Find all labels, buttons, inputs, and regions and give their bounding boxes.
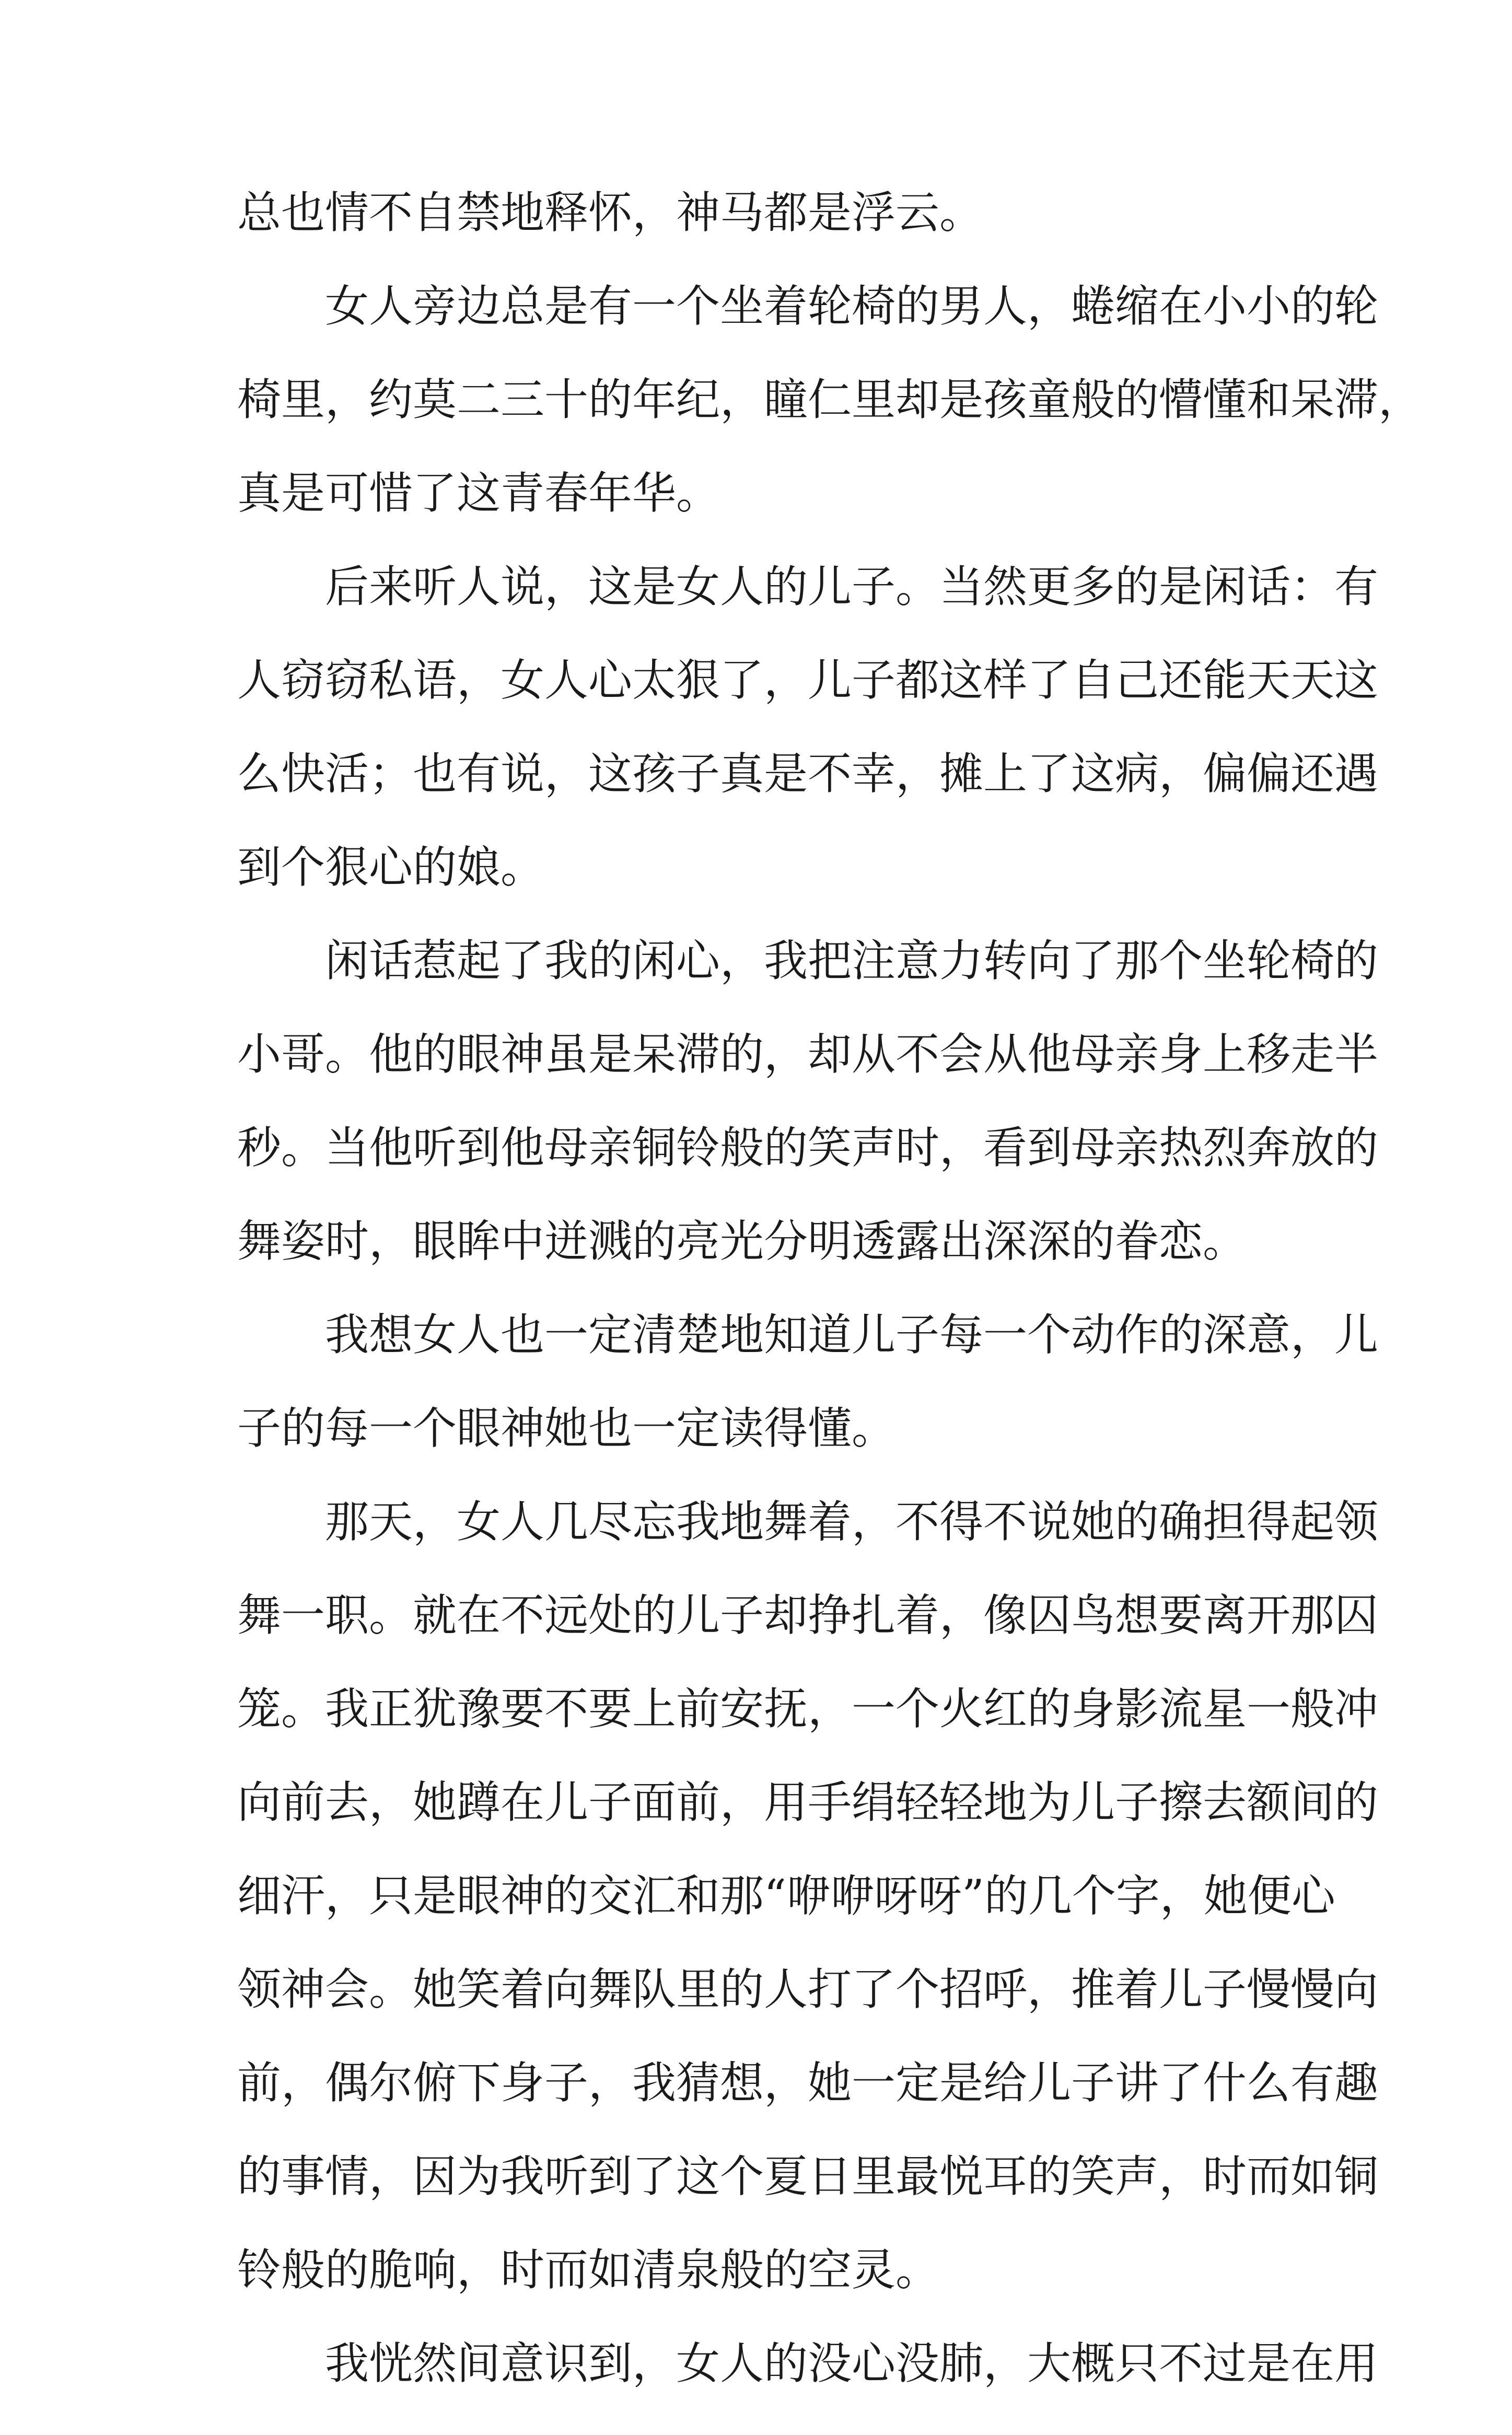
paragraph-first-line: 后来听人说，这是女人的儿子。当然更多的是闲话：有 [325,561,1379,612]
body-text [237,187,1423,2435]
text-line: 小哥。他的眼神虽是呆滞的，却从不会从他母亲身上移走半 [237,1029,1379,1080]
paragraph-first-line: 我想女人也一定清楚地知道儿子每一个动作的深意，儿 [325,1309,1379,1360]
text-line: 秒。当他听到他母亲铜铃般的笑声时，看到母亲热烈奔放的 [237,1122,1379,1173]
text-line: 真是可惜了这青春年华。 [237,468,720,519]
text-line: 笼。我正犹豫要不要上前安抚，一个火红的身影流星一般冲 [237,1683,1379,1734]
text-line: 细汗，只是眼神的交汇和那“咿咿呀呀”的几个字，她便心 [237,1870,1335,1921]
text-line: 到个狠心的娘。 [237,842,545,893]
text-line: 椅里，约莫二三十的年纪，瞳仁里却是孩童般的懵懂和呆滞， [237,374,1423,425]
paragraph-first-line: 闲话惹起了我的闲心，我把注意力转向了那个坐轮椅的 [325,935,1379,986]
paragraph-first-line: 我恍然间意识到，女人的没心没肺，大概只不过是在用 [325,2338,1379,2389]
text-line: 舞一职。就在不远处的儿子却挣扎着，像囚鸟想要离开那囚 [237,1590,1379,1641]
text-line: 子的每一个眼神她也一定读得懂。 [237,1403,896,1454]
text-line: 向前去，她蹲在儿子面前，用手绢轻轻地为儿子擦去额间的 [237,1777,1379,1828]
text-line: 前，偶尔俯下身子，我猜想，她一定是给儿子讲了什么有趣 [237,2057,1379,2108]
text-line: 的事情，因为我听到了这个夏日里最悦耳的笑声，时而如铜 [237,2151,1379,2202]
text-line: 总也情不自禁地释怀，神马都是浮云。 [237,187,984,238]
text-line: 人窃窃私语，女人心太狠了，儿子都这样了自己还能天天这 [237,655,1379,706]
text-line: 么快活；也有说，这孩子真是不幸，摊上了这病，偏偏还遇 [237,748,1379,799]
text-line: 舞姿时，眼眸中迸溅的亮光分明透露出深深的眷恋。 [237,1216,1247,1267]
text-line: 领神会。她笑着向舞队里的人打了个招呼，推着儿子慢慢向 [237,1964,1379,2015]
text-line: 铃般的脆响，时而如清泉般的空灵。 [237,2244,940,2296]
paragraph-first-line: 女人旁边总是有一个坐着轮椅的男人，蜷缩在小小的轮 [325,281,1379,332]
paragraph-first-line: 那天，女人几尽忘我地舞着，不得不说她的确担得起领 [325,1496,1379,1547]
